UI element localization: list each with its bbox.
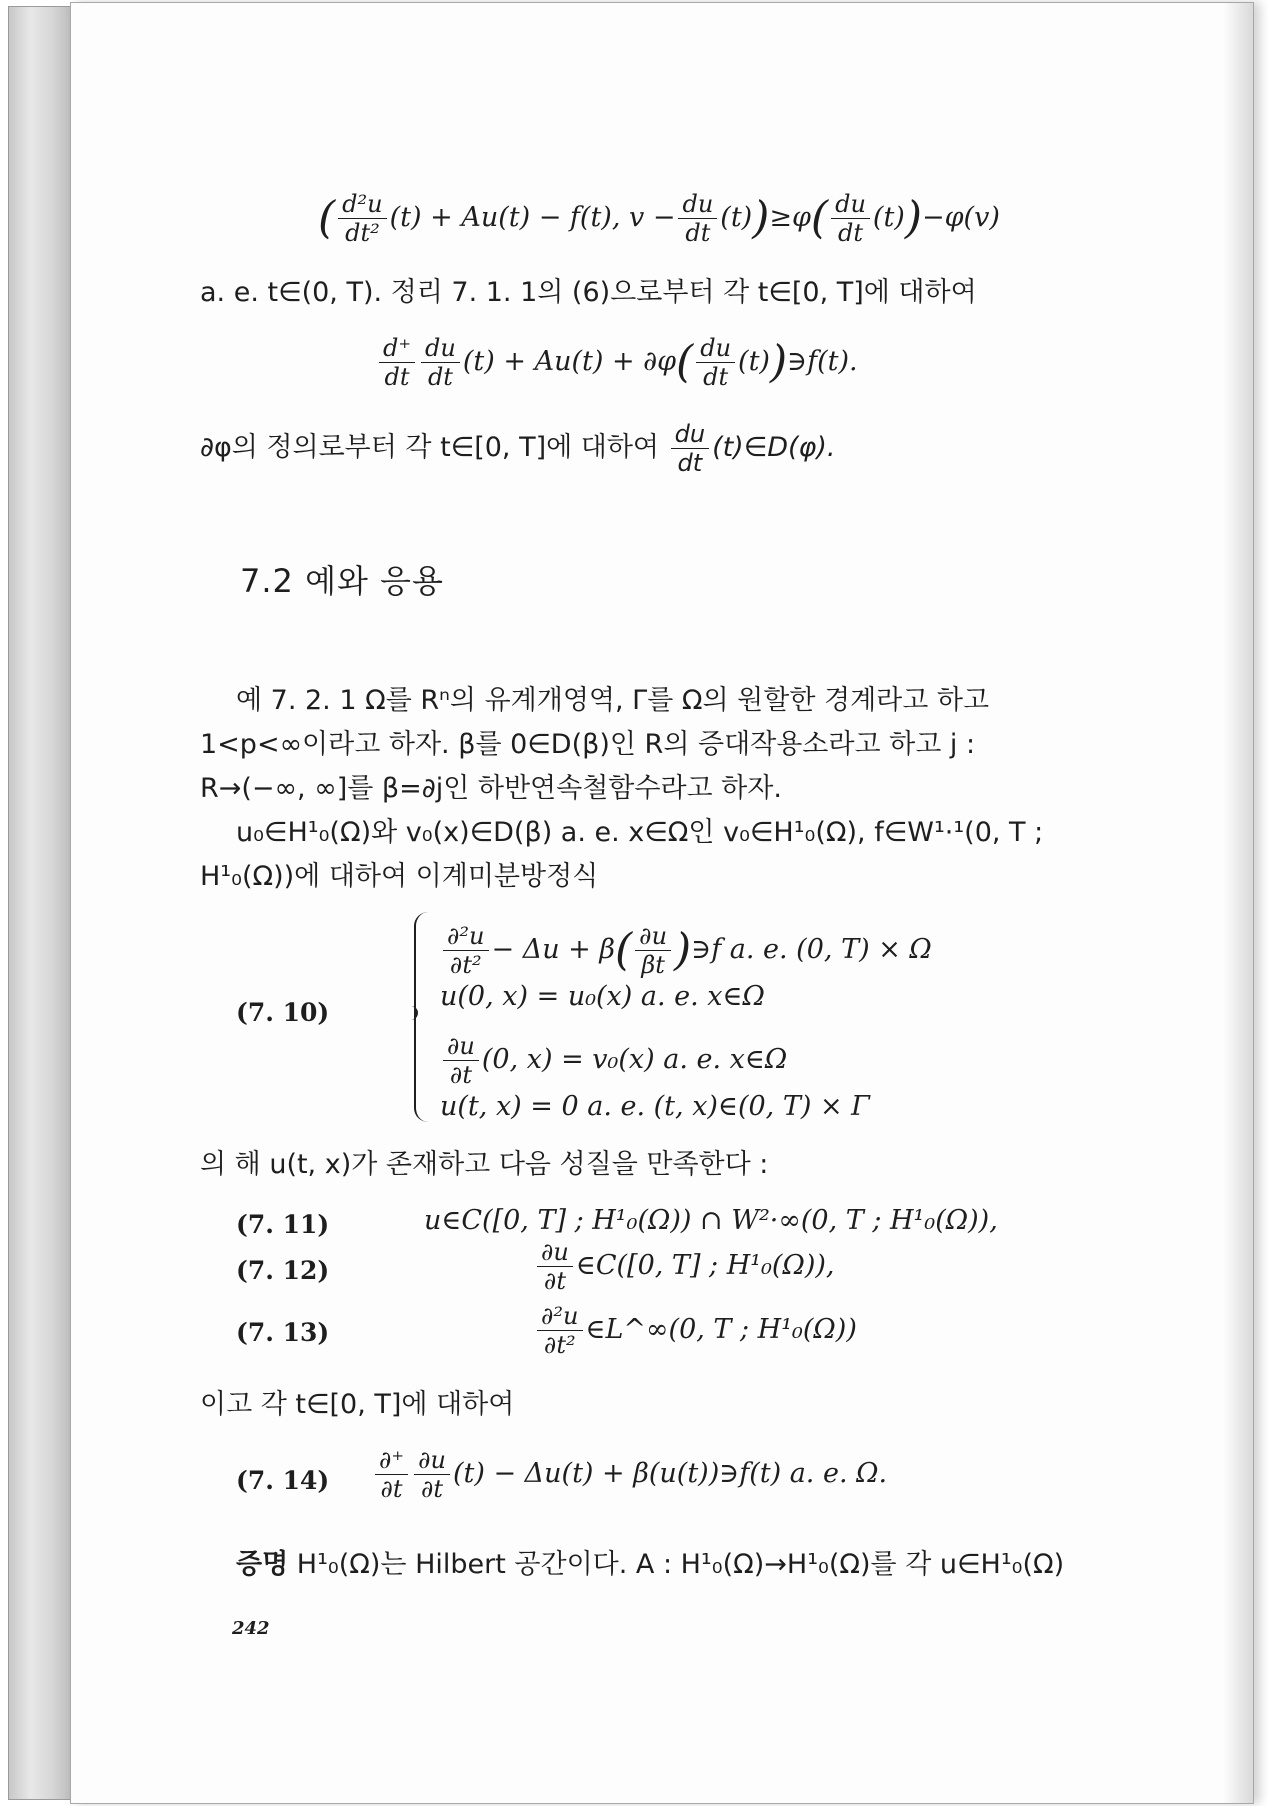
equation-label-7-10: (7. 10) <box>236 998 330 1027</box>
page-number: 242 <box>232 1618 270 1639</box>
book-spine <box>8 6 72 1800</box>
paren-left: ( <box>810 192 829 244</box>
numerator: d⁺ <box>379 334 415 363</box>
system-row-1 <box>440 922 932 979</box>
solution-intro: 의 해 u(t, x)가 존재하고 다음 성질을 만족한다 : <box>200 1149 769 1180</box>
denominator: ∂t² <box>449 951 482 979</box>
example-line-4: u₀∈H¹₀(Ω)와 v₀(x)∈D(β) a. e. x∈Ω인 v₀∈H¹₀(Ω), f∈W¹·¹(0, T ; <box>236 817 1044 848</box>
denominator: dt² <box>345 219 380 247</box>
example-line-2: 1<p<∞이라고 하자. β를 0∈D(β)인 R의 증대작용소라고 하고 j : <box>200 729 976 760</box>
proof-line <box>236 1548 1064 1582</box>
fraction-d2u-dt2 <box>338 190 386 247</box>
fraction-d2u-dt2 <box>537 1302 583 1359</box>
paren-right: ) <box>904 192 923 244</box>
inclusion-mid: (t) + Au(t) + ∂φ <box>462 346 677 377</box>
denominator: βt <box>641 951 665 979</box>
inequality-ge: ≥φ <box>769 202 811 233</box>
proof-label: 증명 <box>236 1549 289 1580</box>
text-line-ae: a. e. t∈(0, T). 정리 7. 1. 1의 (6)으로부터 각 t∈[0, T]에 대하여 <box>200 277 977 308</box>
numerator: du <box>696 334 735 363</box>
paren-left: ( <box>676 336 694 388</box>
fraction-du-dt <box>421 334 460 391</box>
numerator: d²u <box>338 190 386 219</box>
inequality-mid: (t) <box>720 202 753 233</box>
text-after-properties: 이고 각 t∈[0, T]에 대하여 <box>200 1389 515 1420</box>
numerator: ∂²u <box>537 1302 583 1331</box>
equation-7-13 <box>534 1302 857 1359</box>
inclusion-end: ∋f(t). <box>787 346 858 377</box>
equation-7-11: u∈C([0, T] ; H¹₀(Ω)) ∩ W²·∞(0, T ; H¹₀(Ω)), <box>424 1205 998 1236</box>
inequality-end: −φ(v) <box>922 202 1000 233</box>
numerator: ∂u <box>537 1238 573 1267</box>
fraction-du-dt <box>671 420 709 477</box>
inequality-lhs: (t) + Au(t) − f(t), v − <box>389 202 676 233</box>
fraction-du-dt <box>678 190 717 247</box>
fraction-du-dt <box>414 1446 450 1503</box>
fraction-dplus-dt <box>375 1446 408 1503</box>
example-line-3: R→(−∞, ∞]를 β=∂j인 하반연속철함수라고 하자. <box>200 773 782 804</box>
text-dphi-a: ∂φ의 정의로부터 각 t∈[0, T]에 대하여 <box>200 432 660 463</box>
proof-text: H¹₀(Ω)는 Hilbert 공간이다. A : H¹₀(Ω)→H¹₀(Ω)를 각 u∈H¹₀(Ω) <box>296 1549 1065 1580</box>
system-row-3-text: (0, x) = v₀(x) a. e. x∈Ω <box>481 1044 788 1075</box>
text-dphi-b: (t)∈D(φ). <box>712 432 836 463</box>
system-row-1-a: − Δu + β <box>491 934 615 965</box>
denominator: ∂t <box>420 1475 444 1503</box>
numerator: du <box>421 334 460 363</box>
variational-inequality <box>318 190 1000 247</box>
subdifferential-inclusion <box>376 334 858 391</box>
document-page <box>70 2 1254 1804</box>
denominator: dt <box>384 363 410 391</box>
numerator: du <box>671 420 709 449</box>
equation-label-7-14: (7. 14) <box>236 1466 330 1495</box>
system-row-3 <box>440 1032 787 1089</box>
equation-7-13-text: ∈L^∞(0, T ; H¹₀(Ω)) <box>585 1314 857 1345</box>
equation-7-14-text: (t) − Δu(t) + β(u(t))∋f(t) a. e. Ω. <box>452 1458 888 1489</box>
denominator: ∂t² <box>543 1331 576 1359</box>
equation-7-12 <box>534 1238 835 1295</box>
section-title: 7.2 예와 응용 <box>240 562 444 600</box>
system-row-4: u(t, x) = 0 a. e. (t, x)∈(0, T) × Γ <box>440 1091 870 1122</box>
equation-label-7-11: (7. 11) <box>236 1210 330 1239</box>
numerator: ∂²u <box>443 922 489 951</box>
numerator: ∂⁺ <box>375 1446 408 1475</box>
text-line-dphi <box>200 420 836 477</box>
fraction-du-dt <box>443 1032 479 1089</box>
denominator: dt <box>427 363 453 391</box>
denominator: ∂t <box>449 1061 472 1089</box>
equation-label-7-13: (7. 13) <box>236 1318 330 1347</box>
denominator: dt <box>685 219 711 247</box>
numerator: ∂u <box>443 1032 479 1061</box>
inclusion-tail: (t) <box>738 346 770 377</box>
paren-left: ( <box>615 924 633 976</box>
denominator: ∂t <box>380 1475 403 1503</box>
page-edge-shadow <box>1223 3 1253 1803</box>
denominator: dt <box>838 219 864 247</box>
fraction-du-dt <box>537 1238 573 1295</box>
inequality-tail: (t) <box>872 202 905 233</box>
fraction-du-dt <box>696 334 735 391</box>
paren-right: ) <box>674 924 692 976</box>
paren-right: ) <box>769 336 788 388</box>
equation-7-12-text: ∈C([0, T] ; H¹₀(Ω)), <box>575 1250 835 1281</box>
system-brace <box>414 912 438 1122</box>
numerator: du <box>831 190 870 219</box>
paren-left: ( <box>318 192 336 244</box>
fraction-dplus-dt <box>379 334 415 391</box>
numerator: du <box>678 190 717 219</box>
numerator: ∂u <box>414 1446 450 1475</box>
denominator: ∂t <box>543 1267 566 1295</box>
fraction-d2u-dt2 <box>443 922 489 979</box>
system-brace-tip <box>404 1006 418 1020</box>
system-row-1-b: ∋f a. e. (0, T) × Ω <box>691 934 932 965</box>
denominator: dt <box>677 449 703 477</box>
example-line-5: H¹₀(Ω))에 대하여 이계미분방정식 <box>200 861 599 892</box>
equation-7-14 <box>372 1446 887 1503</box>
fraction-du-bt <box>635 922 671 979</box>
fraction-du-dt <box>831 190 870 247</box>
paren-right: ) <box>752 192 770 244</box>
numerator: ∂u <box>635 922 671 951</box>
example-line-1: 예 7. 2. 1 Ω를 Rⁿ의 유계개영역, Γ를 Ω의 원할한 경계라고 하고 <box>236 685 990 716</box>
system-row-2: u(0, x) = u₀(x) a. e. x∈Ω <box>440 981 765 1012</box>
denominator: dt <box>703 363 729 391</box>
equation-label-7-12: (7. 12) <box>236 1256 330 1285</box>
